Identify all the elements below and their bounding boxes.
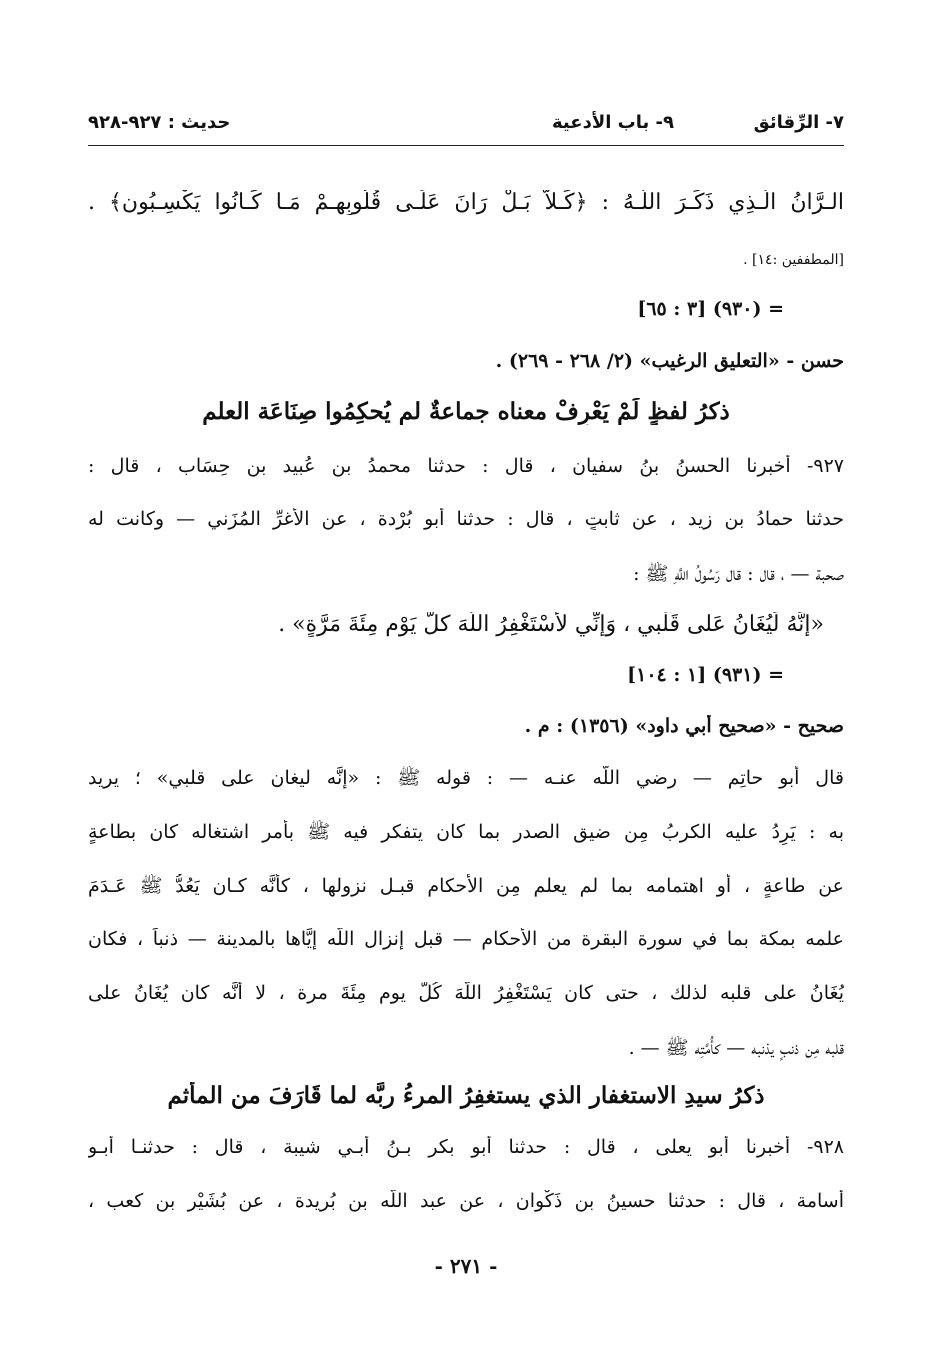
quran-verse-line: الـرَّانُ الَّـذِي ذَكَـرَ اللَّـهُ : ﴿كَـلاَّ بَـلْ رَانَ عَلَـى قُلُوبِهِـمْ مَـا كَـانُوا يَكْسِـبُون﴾ .: [88, 190, 844, 215]
running-header: [88, 108, 844, 142]
book-title: ٧- الرِّقائق: [753, 112, 844, 133]
commentary-line: يُغَانُ على قلبه لذلك ، حتى كان يَسْتَغْفِرُ اللَّهَ كُلَّ يوم مِئَةَ مرة ، لا أَنَّه كان يُغَانُ على: [88, 982, 844, 1004]
text-line: حدثنا حمادُ بن زيد ، عن ثابتٍ ، قال : حدثنا أبو بُرْدة ، عن الأغرِّ المُزَني — وكانت له: [88, 508, 844, 530]
hadith-range: حديث : ٩٢٧-٩٢٨: [88, 112, 231, 133]
commentary-line: قال أبو حاتِم — رضي اللَّه عنـه — : قوله ﷺ : «إنَّه ليغان على قلبي» ؛ يريد: [88, 767, 844, 789]
hadith-text: «إِنَّهُ لَيُغَانُ عَلى قَلْبي ، وَإِنِّي لأَسْتَغْفِرُ اللَّهَ كلَّ يَوْمٍ مِئَةَ مَرَّةٍ» .: [278, 612, 824, 637]
header-rule: [88, 145, 844, 146]
cross-reference: = (٩٣١) [١ : ١٠٤]: [627, 664, 784, 686]
document-page: [88, 0, 844, 1368]
section-heading: ذكرُ سيدِ الاستغفار الذي يستغفِرُ المرءُ ربَّه لما قَارَفَ من المأثم: [167, 1082, 765, 1109]
commentary-line: عن طاعةٍ ، أو اهتمامه بما لم يعلم مِن الأحكام قبـل نزولها ، كأنَّه كـان يَعُدُّ ﷺ عَـدَمَ: [88, 875, 844, 897]
commentary-line: قلبه مِن ذنبٍ يذنبه — كأُمَّتِه ﷺ — .: [628, 1037, 844, 1059]
section-heading: ذكرُ لفظٍ لَمْ يَعْرِفْ معناه جماعةٌ لم يُحكِمُوا صِنَاعَة العلم: [202, 398, 730, 425]
chapter-title: ٩- باب الأدعية: [552, 112, 674, 133]
grade-line: صحيح - «صحيح أبي داود» (١٣٥٦) : م .: [524, 715, 844, 737]
page-number: - ٢٧١ -: [434, 1254, 498, 1278]
text-line: ٩٢٧- أخبرنا الحسنُ بنُ سفيان ، قال : حدثنا محمدُ بن عُبيد بن حِسَاب ، قال :: [88, 455, 844, 477]
text-line: ٩٢٨- أخبرنا أبو يعلى ، قال : حدثنا أبو بكر بـنُ أبـي شيبة ، قال : حدثنـا أبـو: [88, 1136, 844, 1158]
verse-reference: [المطففين :١٤] .: [743, 252, 844, 268]
cross-reference: = (٩٣٠) [٣ : ٦٥]: [637, 298, 784, 320]
grade-line: حسن - «التعليق الرغيب» (٢/ ٢٦٨ - ٢٦٩) .: [495, 350, 844, 372]
commentary-line: علمه بمكة بما في سورة البقرة من الأحكام — قبل إنزال اللَّه إيَّاها بالمدينة — ذنباً ، فكان: [88, 928, 844, 950]
text-line: صحبة — ، قال : قال رَسُولُ اللَّهِ ﷺ :: [633, 563, 844, 585]
text-line: أسامة ، قال : حدثنا حسينُ بن ذَكْوان ، عن عبد اللَّه بن بُريدة ، عن بُشَيْر بن كعب ،: [88, 1190, 844, 1212]
commentary-line: به : يَرِدُ عليه الكربُ مِن ضيق الصدر بما كان يتفكر فيه ﷺ بأمر اشتغاله كان بطاعةٍ: [88, 821, 844, 843]
